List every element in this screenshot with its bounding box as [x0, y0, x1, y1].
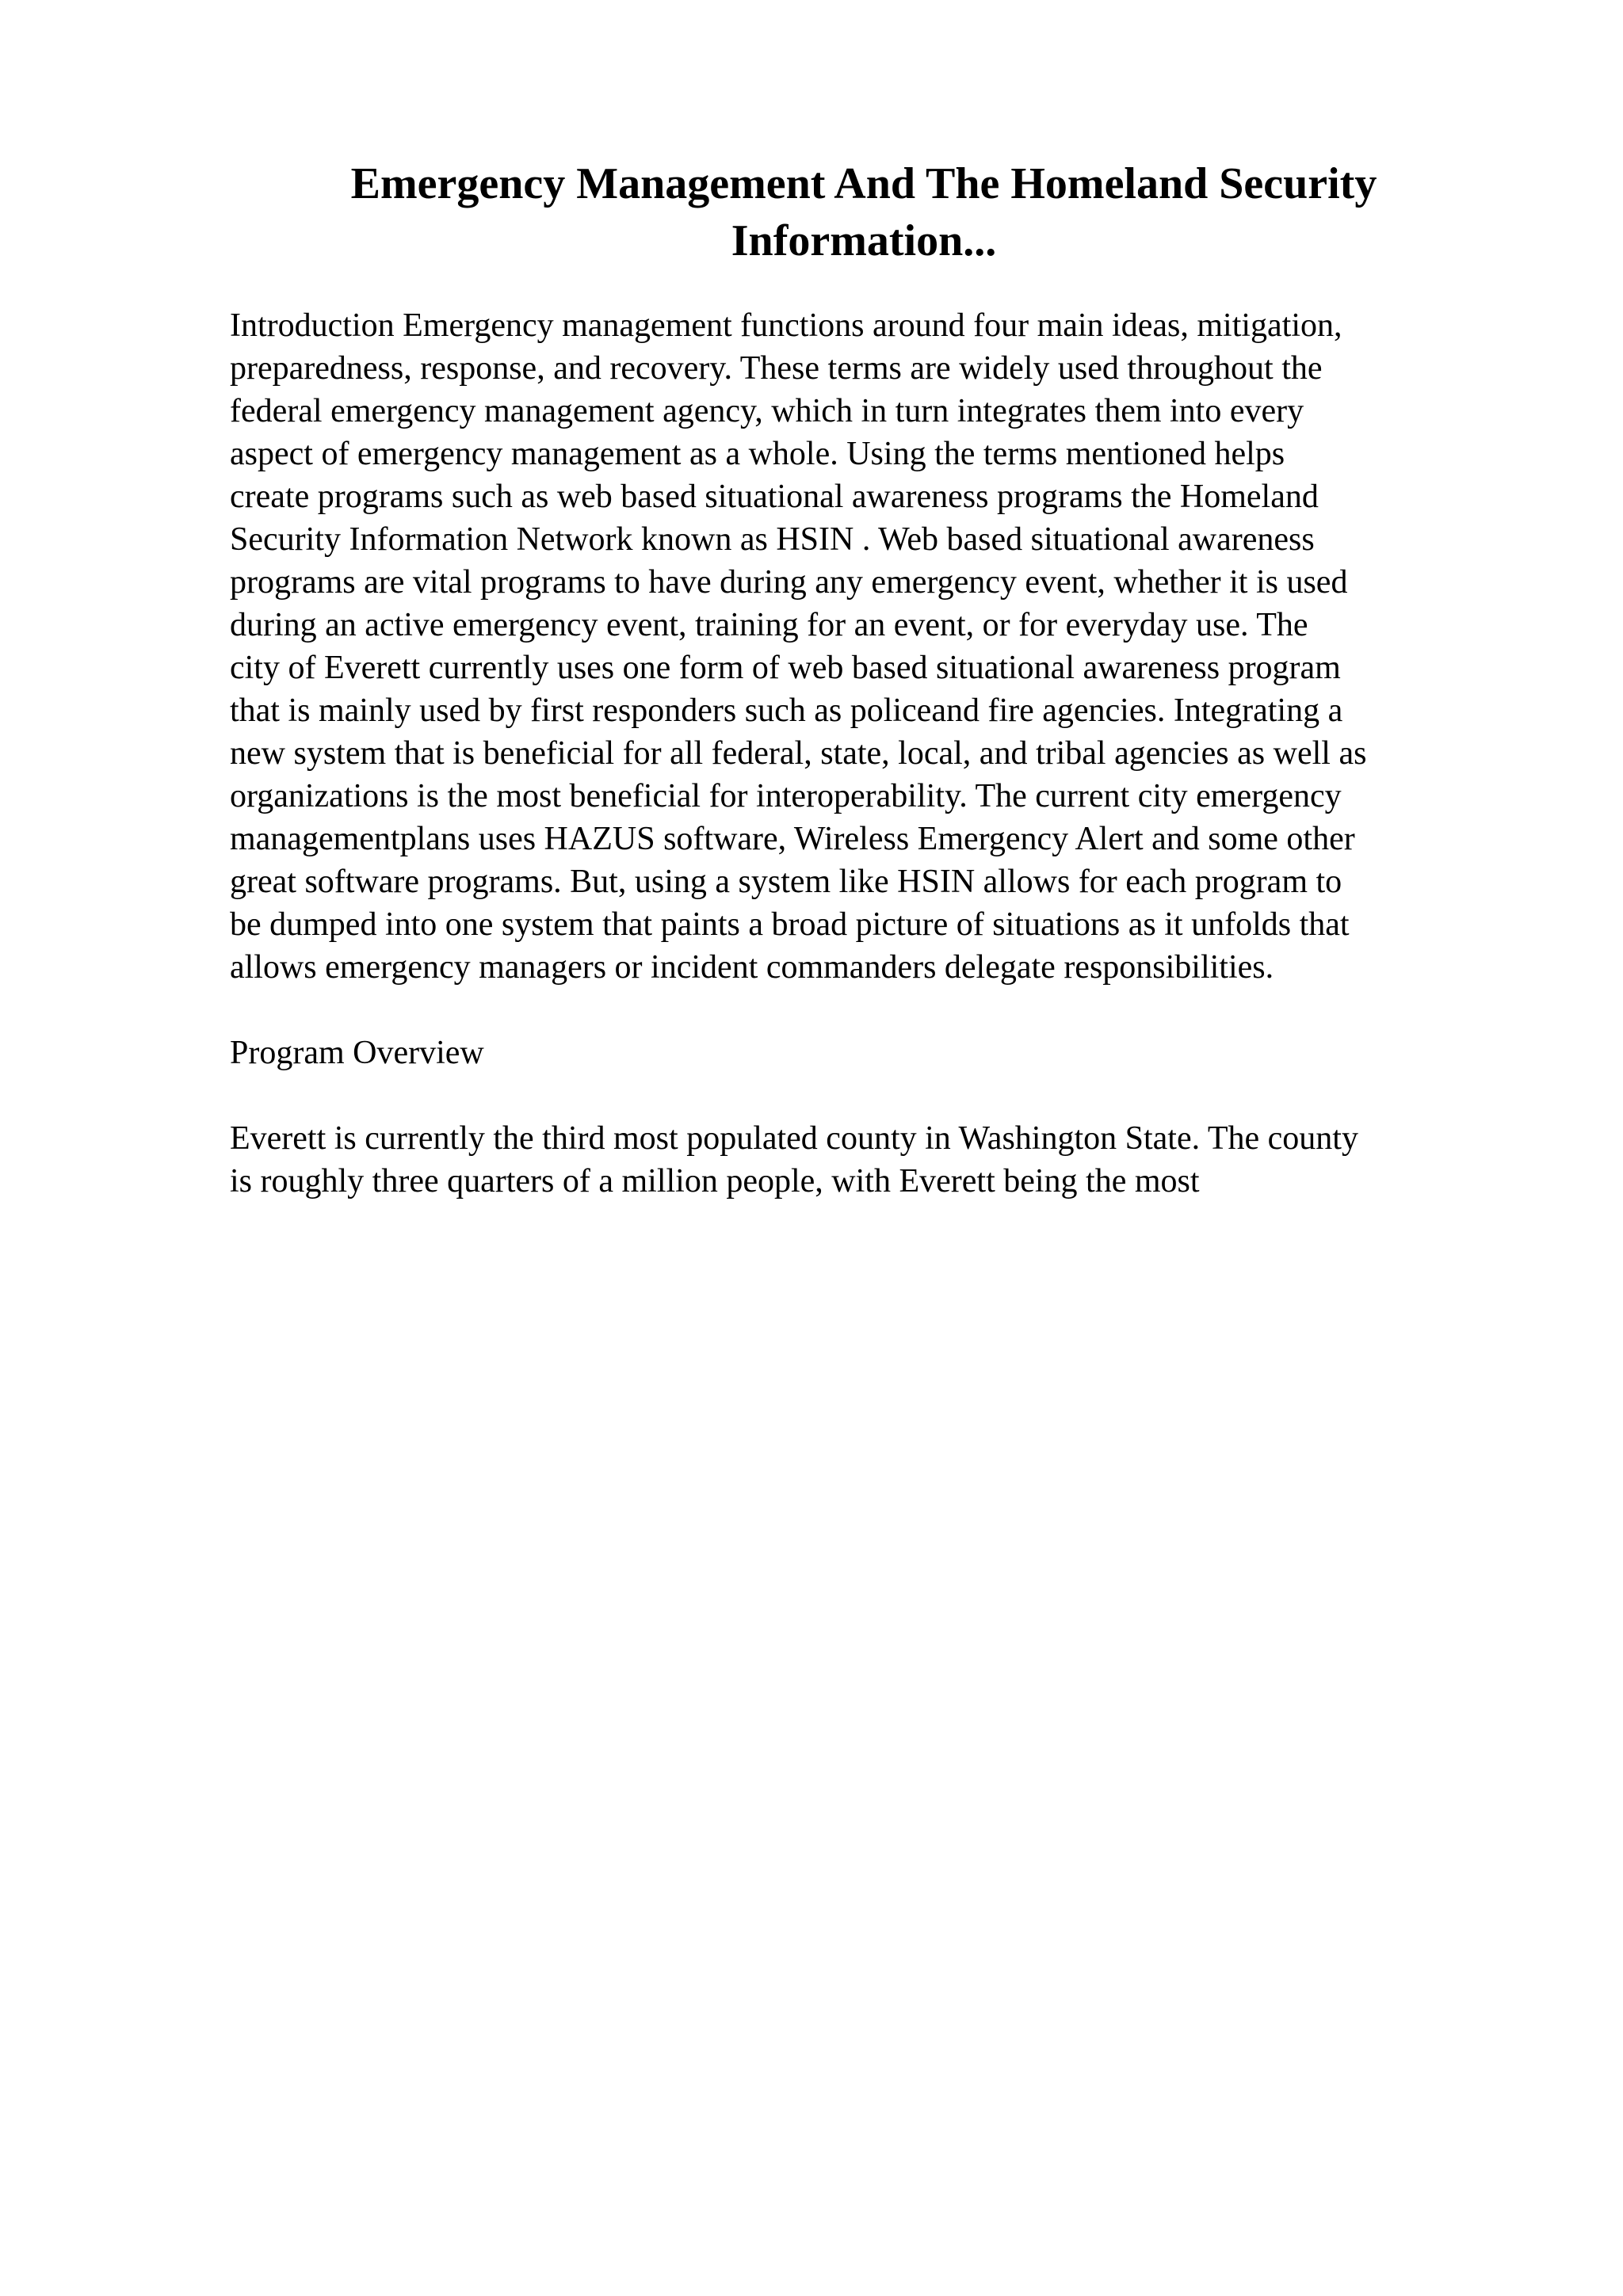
intro-line: during an active emergency event, training for an event, or for everyday use. The — [230, 607, 1308, 643]
intro-line: organizations is the most beneficial for interoperability. The current city emergency — [230, 778, 1342, 814]
intro-line: be dumped into one system that paints a broad picture of situations as it unfolds that — [230, 906, 1350, 943]
overview-paragraph — [230, 1117, 1498, 1203]
intro-line: federal emergency management agency, which in turn integrates them into every — [230, 393, 1304, 429]
intro-line: managementplans uses HAZUS software, Wireless Emergency Alert and some other — [230, 821, 1355, 857]
intro-line: preparedness, response, and recovery. These terms are widely used throughout the — [230, 350, 1323, 387]
intro-line: Introduction Emergency management functions around four main ideas, mitigation, — [230, 307, 1342, 344]
overview-line: is roughly three quarters of a million people, with Everett being the most — [230, 1163, 1200, 1199]
document-title — [230, 155, 1498, 269]
intro-line: create programs such as web based situational awareness programs the Homeland — [230, 479, 1319, 515]
intro-line: aspect of emergency management as a whole. Using the terms mentioned helps — [230, 436, 1285, 472]
overview-line: Everett is currently the third most populated county in Washington State. The county — [230, 1120, 1358, 1157]
section-heading-program-overview: Program Overview — [230, 1035, 484, 1071]
intro-line: great software programs. But, using a system like HSIN allows for each program to — [230, 864, 1342, 900]
intro-paragraph — [230, 304, 1498, 989]
intro-line: new system that is beneficial for all federal, state, local, and tribal agencies as well as — [230, 735, 1367, 772]
intro-line: programs are vital programs to have during any emergency event, whether it is used — [230, 564, 1348, 601]
intro-line: allows emergency managers or incident commanders delegate responsibilities. — [230, 949, 1274, 986]
intro-line: that is mainly used by first responders such as policeand fire agencies. Integrating a — [230, 692, 1343, 729]
intro-line: Security Information Network known as HSIN . Web based situational awareness — [230, 521, 1315, 558]
title-line: Information... — [731, 216, 997, 265]
title-line: Emergency Management And The Homeland Security — [350, 159, 1377, 208]
intro-line: city of Everett currently uses one form of web based situational awareness program — [230, 650, 1341, 686]
